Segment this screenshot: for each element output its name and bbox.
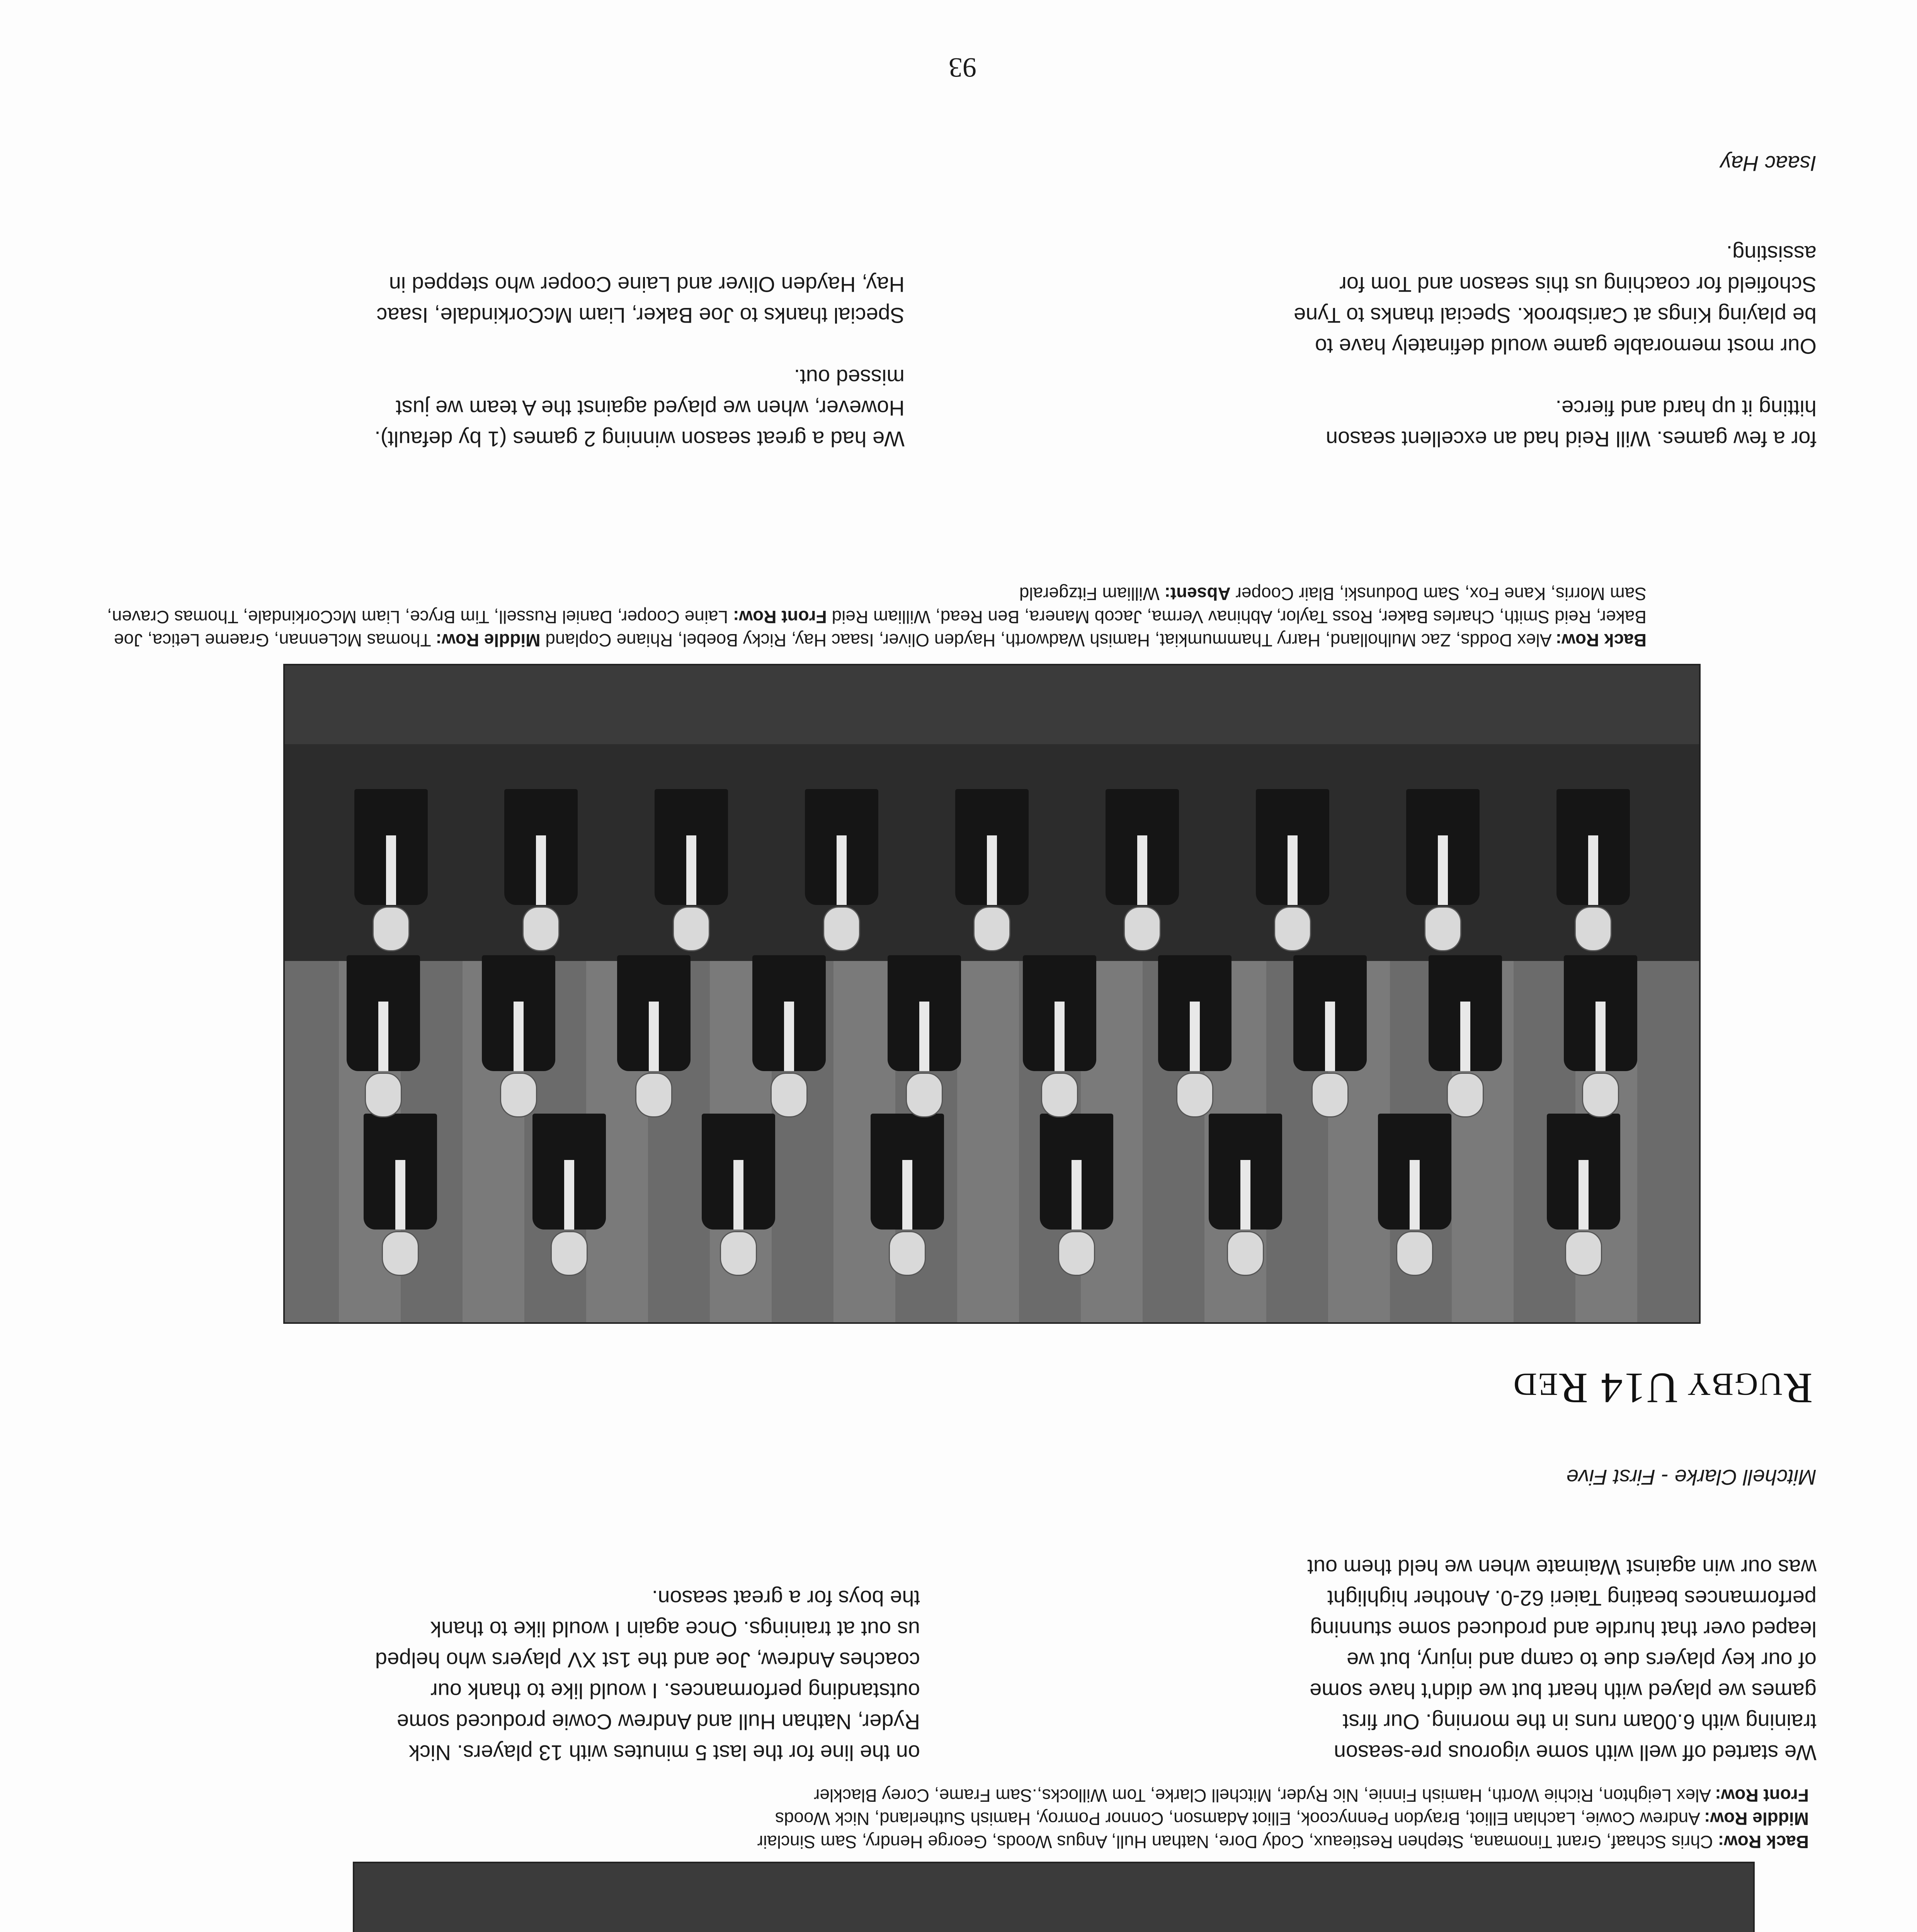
photo-caption-red: Back Row: Alex Dodds, Zac Mulholland, Harry Thammumkiat, Hamish Wadworth, Hayden Oliver, Isaac Hay, Ricky Boebel, Rhiane Copland Middle Row: Thomas McLennan, Graeme Letica, Joe Baker, Reid Smith, Charles Baker, Ross Taylor, Abhinav Verma, Jacob Manera, Ben Read, William Reid Front Row: Laine Cooper, Daniel Russell, Tim Bryce, Liam McCorkindale, Thomas Craven, Sam Morris, Kane Fox, Sam Dodunski, Blair Cooper Absent: William Fitzgerald xyxy=(107,584,1647,650)
signature-red: Isaac Hay xyxy=(1720,151,1817,176)
section-title-red: RUGBY U14 RED xyxy=(1512,1364,1813,1412)
team-photo-blue xyxy=(353,1862,1755,1932)
report-red-right: for a few games. Will Reid had an excellent season hitting it up hard and fierce. Our most memorable game would definately have to be playing Kings at Carisbrook. Special thanks to Tyne Schofield for coaching us this season and Tom for assisting. xyxy=(1293,241,1817,451)
report-blue-right: on the line for the last 5 minutes with 13 players. Nick Ryder, Nathan Hull and Andrew Cowie produced some outstanding performances. I would like to thank our coaches Andrew, Joe and the 1st XV players who helped us out at trainings. Once again I would like to thank the boys for a great season. xyxy=(375,1586,920,1765)
report-blue-left: We started off well with some vigorous pre-season training with 6.00am runs in the morning. Our first games we played with heart but we didn't have some of our key players due to camp and injury, but we leaped over that hurdle and produced some stunning performances beating Taieri 62-0. Another highlight was our win against Waimate when we held them out xyxy=(1307,1555,1817,1765)
photo-caption-blue: Back Row: Chris Schaaf, Grant Tinomana, Stephen Restieaux, Cody Dore, Nathan Hull, Angus Woods, George Hendry, Sam Sinclair Middle Row: Andrew Cowie, Lachlan Elliot, Braydon Pennycook, Elliot Adamson, Connor Pomroy, Hamish Sutherland, Nick Woods Front Row: Alex Leighton, Richie Worth, Hamish Finnie, Nic Ryder, Mitchell Clarke, Tom Willocks,.Sam Frame, Corey Blackler xyxy=(757,1786,1809,1852)
team-photo-red xyxy=(283,664,1701,1324)
signature-blue: Mitchell Clarke - First Five xyxy=(1566,1465,1817,1490)
page-number: 93 xyxy=(949,52,976,83)
report-red-left: We had a great season winning 2 games (1 by default). However, when we played against the A team we just missed out. Special thanks to Joe Baker, Liam McCorkindale, Isaac Hay, Hayden Oliver and Laine Cooper who stepped in xyxy=(374,272,905,451)
